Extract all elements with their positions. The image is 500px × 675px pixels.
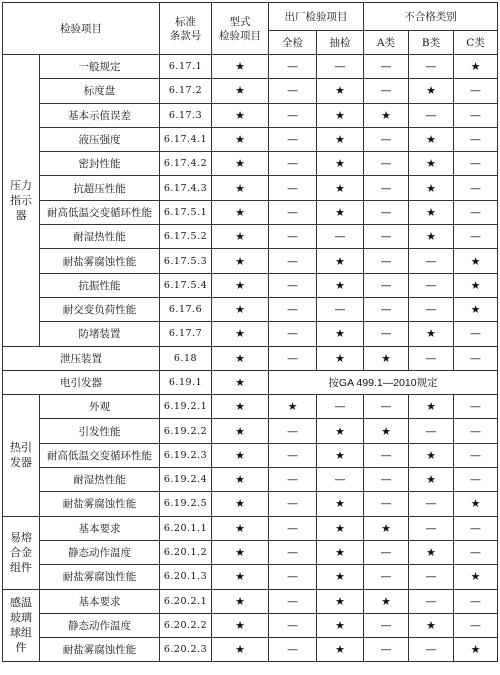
type-test-mark: ★: [212, 540, 269, 564]
category-b-mark: —: [409, 103, 454, 127]
table-row: [3, 297, 498, 321]
header-clause: 标准 条款号: [160, 3, 212, 55]
category-a-mark: —: [364, 273, 409, 297]
clause-number: 6.20.1.1: [160, 516, 212, 540]
factory-full-mark: —: [269, 127, 317, 151]
table-row: [3, 249, 498, 273]
type-test-mark: ★: [212, 55, 269, 79]
category-a-mark: —: [364, 200, 409, 224]
category-c-mark: —: [454, 176, 498, 200]
item-name: 泄压装置: [3, 346, 160, 370]
category-c-mark: —: [454, 468, 498, 492]
factory-full-mark: —: [269, 297, 317, 321]
table-row: [3, 322, 498, 346]
type-test-mark: ★: [212, 176, 269, 200]
type-test-mark: ★: [212, 395, 269, 419]
category-c-mark: ★: [454, 638, 498, 662]
item-name: 耐盐雾腐蚀性能: [40, 565, 160, 589]
header-factory: 出厂检验项目: [269, 3, 364, 31]
factory-sample-mark: —: [317, 297, 364, 321]
table-row: [3, 516, 498, 540]
header-cat-c: C类: [454, 31, 498, 55]
item-name: 引发性能: [40, 419, 160, 443]
category-c-mark: —: [454, 79, 498, 103]
factory-sample-mark: ★: [317, 273, 364, 297]
factory-full-mark: —: [269, 79, 317, 103]
category-c-mark: ★: [454, 273, 498, 297]
factory-full-mark: —: [269, 492, 317, 516]
table-row: [3, 176, 498, 200]
factory-sample-mark: ★: [317, 200, 364, 224]
factory-full-mark: —: [269, 225, 317, 249]
type-test-mark: ★: [212, 249, 269, 273]
type-test-mark: ★: [212, 297, 269, 321]
group-label: 感温 玻璃 球组 件: [3, 589, 40, 662]
clause-number: 6.19.2.2: [160, 419, 212, 443]
header-cat-a: A类: [364, 31, 409, 55]
item-name: 耐盐雾腐蚀性能: [40, 249, 160, 273]
category-c-mark: —: [454, 200, 498, 224]
item-name: 耐盐雾腐蚀性能: [40, 492, 160, 516]
header-nonconform: 不合格类别: [364, 3, 498, 31]
category-b-mark: —: [409, 516, 454, 540]
item-name: 耐湿热性能: [40, 468, 160, 492]
item-name: 一般规定: [40, 55, 160, 79]
factory-full-mark: —: [269, 322, 317, 346]
category-a-mark: ★: [364, 589, 409, 613]
item-name: 基本要求: [40, 589, 160, 613]
clause-number: 6.19.2.3: [160, 443, 212, 467]
table-row: [3, 540, 498, 564]
category-b-mark: ★: [409, 540, 454, 564]
item-name: 电引发器: [3, 370, 160, 394]
table-row: [3, 370, 498, 394]
factory-full-mark: —: [269, 638, 317, 662]
factory-sample-mark: ★: [317, 322, 364, 346]
category-c-mark: —: [454, 443, 498, 467]
category-c-mark: —: [454, 152, 498, 176]
category-b-mark: —: [409, 638, 454, 662]
factory-full-mark: —: [269, 55, 317, 79]
item-name: 防堵装置: [40, 322, 160, 346]
type-test-mark: ★: [212, 370, 269, 394]
category-b-mark: ★: [409, 613, 454, 637]
item-name: 耐湿热性能: [40, 225, 160, 249]
header-sample: 抽检: [317, 31, 364, 55]
category-b-mark: —: [409, 297, 454, 321]
item-name: 基本示值误差: [40, 103, 160, 127]
table-row: [3, 468, 498, 492]
factory-full-mark: —: [269, 176, 317, 200]
category-c-mark: ★: [454, 297, 498, 321]
group-label: 易熔 合金 组件: [3, 516, 40, 589]
type-test-mark: ★: [212, 468, 269, 492]
factory-full-mark: —: [269, 565, 317, 589]
type-test-mark: ★: [212, 200, 269, 224]
category-a-mark: ★: [364, 419, 409, 443]
item-name: 基本要求: [40, 516, 160, 540]
clause-number: 6.19.2.5: [160, 492, 212, 516]
type-test-mark: ★: [212, 589, 269, 613]
category-a-mark: —: [364, 565, 409, 589]
factory-full-mark: —: [269, 152, 317, 176]
factory-full-mark: —: [269, 613, 317, 637]
group-label: 压力 指示 器: [3, 55, 40, 347]
factory-sample-mark: ★: [317, 443, 364, 467]
factory-full-mark: —: [269, 468, 317, 492]
factory-sample-mark: ★: [317, 516, 364, 540]
table-row: [3, 346, 498, 370]
category-c-mark: ★: [454, 565, 498, 589]
category-c-mark: ★: [454, 55, 498, 79]
category-a-mark: —: [364, 249, 409, 273]
table-row: [3, 103, 498, 127]
header-type-test: 型式 检验项目: [212, 3, 269, 55]
category-c-mark: ★: [454, 492, 498, 516]
clause-number: 6.17.1: [160, 55, 212, 79]
clause-number: 6.17.4.1: [160, 127, 212, 151]
category-b-mark: —: [409, 249, 454, 273]
category-a-mark: —: [364, 443, 409, 467]
clause-number: 6.20.2.1: [160, 589, 212, 613]
table-row: [3, 613, 498, 637]
category-a-mark: —: [364, 468, 409, 492]
category-b-mark: —: [409, 273, 454, 297]
item-name: 耐高低温交变循环性能: [40, 200, 160, 224]
factory-sample-mark: ★: [317, 346, 364, 370]
clause-number: 6.20.1.3: [160, 565, 212, 589]
category-a-mark: —: [364, 638, 409, 662]
clause-number: 6.17.3: [160, 103, 212, 127]
category-b-mark: ★: [409, 322, 454, 346]
category-a-mark: ★: [364, 516, 409, 540]
factory-full-mark: —: [269, 346, 317, 370]
table-row: [3, 273, 498, 297]
table-row: [3, 565, 498, 589]
item-name: 抗振性能: [40, 273, 160, 297]
item-name: 抗超压性能: [40, 176, 160, 200]
type-test-mark: ★: [212, 419, 269, 443]
type-test-mark: ★: [212, 79, 269, 103]
clause-number: 6.17.4.2: [160, 152, 212, 176]
category-a-mark: —: [364, 176, 409, 200]
category-b-mark: ★: [409, 79, 454, 103]
type-test-mark: ★: [212, 152, 269, 176]
clause-number: 6.17.5.3: [160, 249, 212, 273]
table-row: [3, 492, 498, 516]
category-b-mark: ★: [409, 127, 454, 151]
table-row: [3, 55, 498, 79]
clause-number: 6.18: [160, 346, 212, 370]
type-test-mark: ★: [212, 127, 269, 151]
category-a-mark: —: [364, 297, 409, 321]
category-a-mark: —: [364, 152, 409, 176]
clause-number: 6.17.5.2: [160, 225, 212, 249]
factory-full-mark: —: [269, 516, 317, 540]
factory-sample-mark: ★: [317, 103, 364, 127]
table-row: [3, 443, 498, 467]
factory-sample-mark: ★: [317, 613, 364, 637]
category-b-mark: ★: [409, 468, 454, 492]
category-a-mark: —: [364, 540, 409, 564]
category-b-mark: —: [409, 55, 454, 79]
category-a-mark: —: [364, 127, 409, 151]
category-a-mark: —: [364, 79, 409, 103]
factory-full-mark: —: [269, 103, 317, 127]
table-row: [3, 225, 498, 249]
table-row: [3, 395, 498, 419]
item-name: 耐高低温交变循环性能: [40, 443, 160, 467]
factory-sample-mark: ★: [317, 492, 364, 516]
factory-sample-mark: ★: [317, 127, 364, 151]
factory-sample-mark: —: [317, 225, 364, 249]
category-a-mark: —: [364, 492, 409, 516]
clause-number: 6.20.2.2: [160, 613, 212, 637]
factory-full-mark: —: [269, 200, 317, 224]
category-a-mark: —: [364, 55, 409, 79]
category-c-mark: —: [454, 103, 498, 127]
category-c-mark: —: [454, 516, 498, 540]
clause-number: 6.20.2.3: [160, 638, 212, 662]
clause-number: 6.17.4.3: [160, 176, 212, 200]
category-b-mark: ★: [409, 152, 454, 176]
table-row: [3, 638, 498, 662]
factory-sample-mark: —: [317, 468, 364, 492]
factory-sample-mark: ★: [317, 152, 364, 176]
type-test-mark: ★: [212, 103, 269, 127]
factory-full-mark: —: [269, 540, 317, 564]
item-name: 标度盘: [40, 79, 160, 103]
type-test-mark: ★: [212, 638, 269, 662]
table-body: [3, 55, 498, 662]
clause-number: 6.17.6: [160, 297, 212, 321]
table-row: [3, 127, 498, 151]
category-c-mark: —: [454, 540, 498, 564]
category-a-mark: —: [364, 395, 409, 419]
row-note: 按GA 499.1—2010规定: [269, 370, 498, 394]
category-b-mark: —: [409, 346, 454, 370]
category-c-mark: —: [454, 225, 498, 249]
clause-number: 6.17.5.1: [160, 200, 212, 224]
factory-sample-mark: —: [317, 55, 364, 79]
factory-full-mark: ★: [269, 395, 317, 419]
factory-sample-mark: ★: [317, 79, 364, 103]
table-row: [3, 152, 498, 176]
factory-full-mark: —: [269, 249, 317, 273]
category-c-mark: —: [454, 395, 498, 419]
category-b-mark: —: [409, 565, 454, 589]
factory-full-mark: —: [269, 443, 317, 467]
header-item: 检验项目: [3, 3, 160, 55]
category-a-mark: —: [364, 613, 409, 637]
type-test-mark: ★: [212, 516, 269, 540]
item-name: 耐交变负荷性能: [40, 297, 160, 321]
category-b-mark: ★: [409, 395, 454, 419]
table-row: [3, 200, 498, 224]
factory-sample-mark: ★: [317, 176, 364, 200]
item-name: 液压强度: [40, 127, 160, 151]
category-c-mark: —: [454, 419, 498, 443]
item-name: 外观: [40, 395, 160, 419]
factory-sample-mark: ★: [317, 565, 364, 589]
category-c-mark: ★: [454, 249, 498, 273]
table-row: [3, 79, 498, 103]
category-a-mark: ★: [364, 346, 409, 370]
clause-number: 6.17.2: [160, 79, 212, 103]
type-test-mark: ★: [212, 225, 269, 249]
factory-full-mark: —: [269, 589, 317, 613]
clause-number: 6.19.1: [160, 370, 212, 394]
category-b-mark: ★: [409, 443, 454, 467]
category-a-mark: —: [364, 322, 409, 346]
item-name: 静态动作温度: [40, 540, 160, 564]
type-test-mark: ★: [212, 443, 269, 467]
factory-sample-mark: ★: [317, 589, 364, 613]
type-test-mark: ★: [212, 565, 269, 589]
category-b-mark: ★: [409, 225, 454, 249]
inspection-table: [2, 2, 498, 662]
group-label: 热引 发器: [3, 395, 40, 516]
header-cat-b: B类: [409, 31, 454, 55]
item-name: 耐盐雾腐蚀性能: [40, 638, 160, 662]
category-c-mark: —: [454, 613, 498, 637]
table-row: [3, 589, 498, 613]
category-b-mark: ★: [409, 200, 454, 224]
clause-number: 6.17.7: [160, 322, 212, 346]
category-b-mark: —: [409, 492, 454, 516]
category-b-mark: ★: [409, 176, 454, 200]
table-row: [3, 419, 498, 443]
category-c-mark: —: [454, 346, 498, 370]
header-full: 全检: [269, 31, 317, 55]
clause-number: 6.20.1.2: [160, 540, 212, 564]
category-a-mark: —: [364, 225, 409, 249]
type-test-mark: ★: [212, 346, 269, 370]
factory-sample-mark: ★: [317, 540, 364, 564]
category-b-mark: —: [409, 419, 454, 443]
factory-full-mark: —: [269, 273, 317, 297]
factory-full-mark: —: [269, 419, 317, 443]
type-test-mark: ★: [212, 322, 269, 346]
category-b-mark: —: [409, 589, 454, 613]
clause-number: 6.19.2.4: [160, 468, 212, 492]
type-test-mark: ★: [212, 492, 269, 516]
item-name: 静态动作温度: [40, 613, 160, 637]
clause-number: 6.19.2.1: [160, 395, 212, 419]
category-c-mark: —: [454, 127, 498, 151]
factory-sample-mark: —: [317, 395, 364, 419]
type-test-mark: ★: [212, 613, 269, 637]
type-test-mark: ★: [212, 273, 269, 297]
category-c-mark: —: [454, 322, 498, 346]
factory-sample-mark: ★: [317, 419, 364, 443]
category-a-mark: ★: [364, 103, 409, 127]
item-name: 密封性能: [40, 152, 160, 176]
factory-sample-mark: ★: [317, 638, 364, 662]
category-c-mark: —: [454, 589, 498, 613]
factory-sample-mark: ★: [317, 249, 364, 273]
clause-number: 6.17.5.4: [160, 273, 212, 297]
